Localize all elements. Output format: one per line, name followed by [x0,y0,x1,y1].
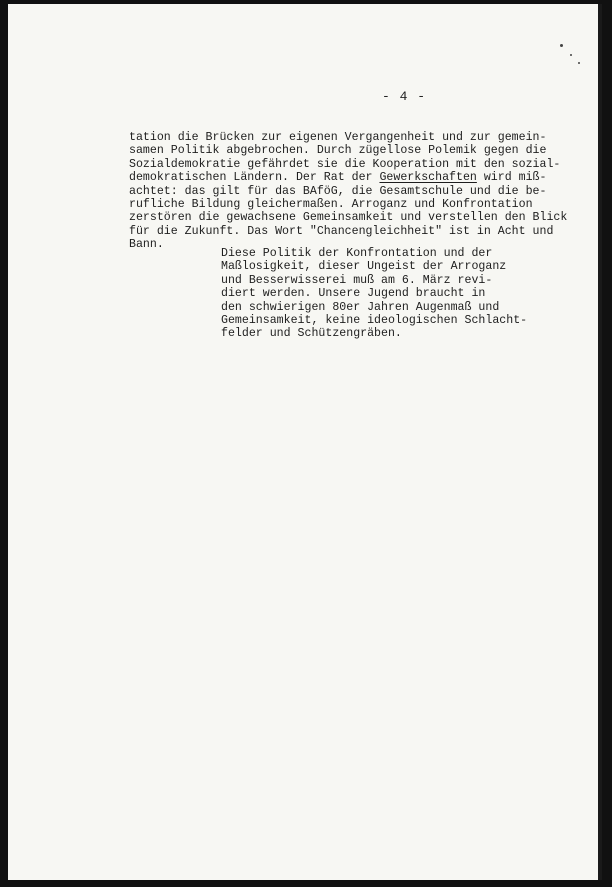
paragraph-line: und Besserwisserei muß am 6. März revi- [221,273,493,287]
paragraph-line: Maßlosigkeit, dieser Ungeist der Arroganz [221,260,507,274]
paragraph-line: Gemeinsamkeit, keine ideologischen Schlacht- [221,314,528,328]
paragraph-line: Diese Politik der Konfrontation und der [221,247,493,260]
paragraph-line: samen Politik abgebrochen. Durch zügellose Polemik gegen die [129,144,547,158]
line-text: wird miß- [476,171,547,185]
scan-speck [560,44,563,47]
paragraph-line: diert werden. Unsere Jugend braucht in [221,287,486,301]
scan-speck [570,54,572,56]
paragraph-line: rufliche Bildung gleichermaßen. Arroganz und Konfrontation [129,198,533,212]
paragraph-line: felder und Schützengräben. [221,327,402,341]
paragraph-line: für die Zukunft. Das Wort "Chancengleichheit" ist in Acht und [129,224,554,238]
paragraph-line [129,171,569,184]
scan-edge [598,4,602,880]
paragraph-1 [129,131,569,252]
paragraph-line: Sozialdemokratie gefährdet sie die Kooperation mit den sozial- [129,157,561,171]
document-page [8,4,602,880]
underlined-term: Gewerkschaften [379,171,477,185]
paragraph-line: tation die Brücken zur eigenen Vergangenheit und zur gemein- [129,131,547,144]
page-number: - 4 - [382,89,427,104]
paragraph-line: den schwierigen 80er Jahren Augenmaß und [221,300,500,314]
paragraph-2 [221,247,551,341]
paragraph-line: zerstören die gewachsene Gemeinsamkeit und verstellen den Blick [129,211,568,225]
paragraph-line: achtet: das gilt für das BAföG, die Gesamtschule und die be- [129,184,547,198]
line-text: demokratischen Ländern. Der Rat der [129,171,380,185]
scan-speck [578,62,580,64]
paragraph-line: Bann. [129,238,164,252]
